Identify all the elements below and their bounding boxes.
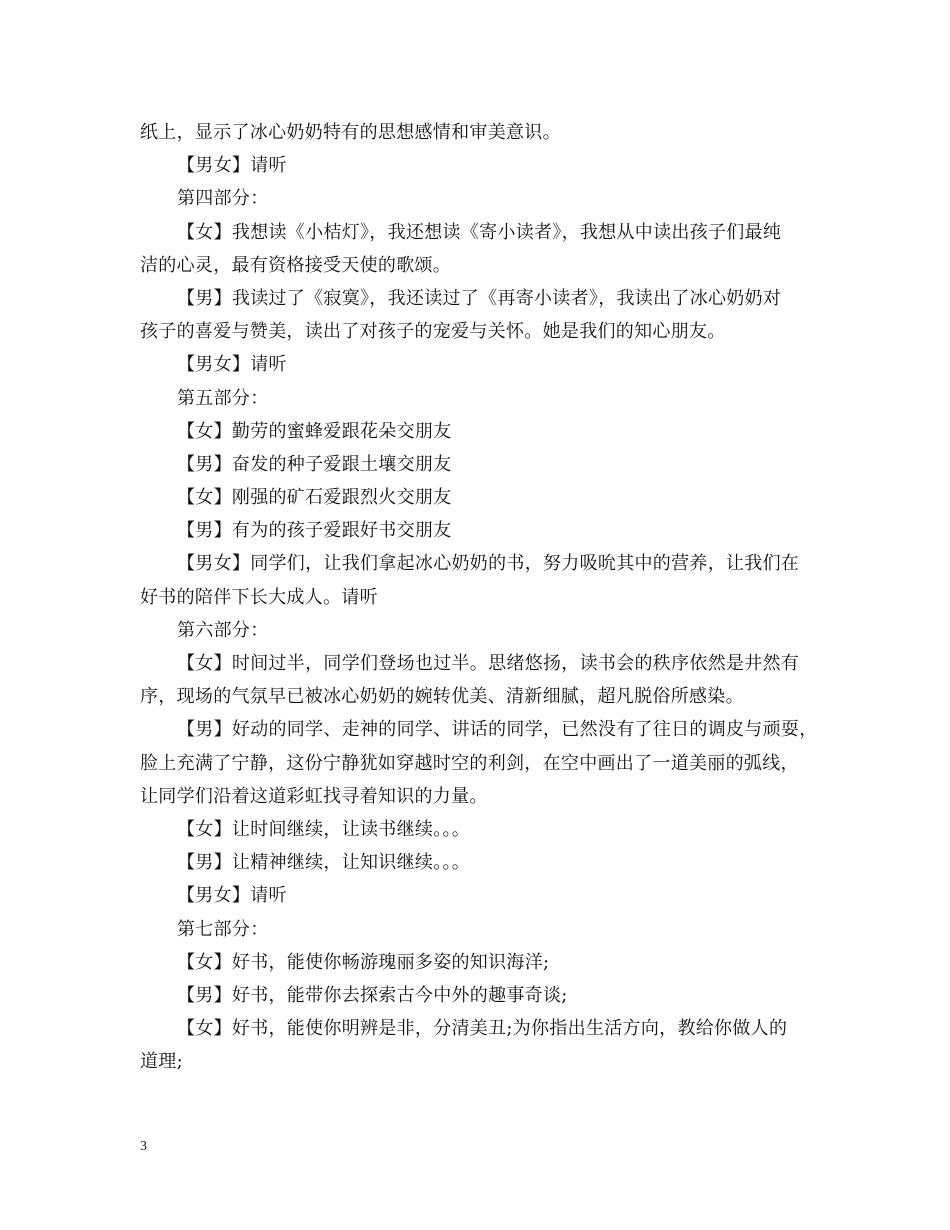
text-line: 【男】好动的同学、走神的同学、讲话的同学，已然没有了往日的调皮与顽耍， (177, 719, 818, 741)
text-line: 【女】好书，能使你明辨是非，分清美丑;为你指出生活方向，教给你做人的 (177, 1018, 788, 1040)
text-line: 洁的心灵，最有资格接受天使的歌颂。 (140, 254, 452, 276)
text-line: 【男】好书，能带你去探索古今中外的趣事奇谈; (177, 984, 568, 1006)
text-line: 序，现场的气氛早已被冰心奶奶的婉转优美、清新细腻，超凡脱俗所感染。 (140, 686, 744, 708)
text-line: 【女】我想读《小桔灯》，我还想读《寄小读者》，我想从中读出孩子们最纯 (177, 221, 782, 243)
text-line: 让同学们沿着这道彩虹找寻着知识的力量。 (140, 785, 488, 807)
text-line: 脸上充满了宁静，这份宁静犹如穿越时空的利剑，在空中画出了一道美丽的弧线， (140, 752, 799, 774)
text-line: 【男女】同学们，让我们拿起冰心奶奶的书，努力吸吮其中的营养，让我们在 (177, 553, 800, 575)
text-line: 【女】勤劳的蜜蜂爱跟花朵交朋友 (177, 420, 452, 442)
text-line: 好书的陪伴下长大成人。请听 (140, 586, 378, 608)
text-line: 【女】让时间继续，让读书继续。。。 (177, 818, 471, 840)
text-line: 【男】让精神继续，让知识继续。。。 (177, 852, 471, 874)
text-line: 孩子的喜爱与赞美，读出了对孩子的宠爱与关怀。她是我们的知心朋友。 (140, 321, 726, 343)
text-line: 【女】时间过半，同学们登场也过半。思绪悠扬，读书会的秩序依然是井然有 (177, 653, 800, 674)
text-line: 第六部分： (177, 619, 269, 641)
text-line: 【女】刚强的矿石爱跟烈火交朋友 (177, 487, 452, 509)
text-line: 第七部分： (177, 918, 269, 940)
text-line: 【男】奋发的种子爱跟土壤交朋友 (177, 453, 452, 475)
document-body (140, 116, 820, 1078)
text-line: 【男】我读过了《寂寞》，我还读过了《再寄小读者》，我读出了冰心奶奶对 (177, 287, 782, 309)
text-line: 纸上，显示了冰心奶奶特有的思想感情和审美意识。 (140, 122, 561, 143)
text-line: 第五部分： (177, 387, 269, 409)
text-line: 【男女】请听 (177, 885, 287, 907)
text-line: 【男】有为的孩子爱跟好书交朋友 (177, 520, 452, 542)
text-line: 道理; (140, 1051, 183, 1073)
page-number: 3 (140, 1139, 147, 1154)
text-line: 【女】好书，能使你畅游瑰丽多姿的知识海洋; (177, 951, 550, 973)
text-line: 【男女】请听 (177, 354, 287, 376)
text-line: 【男女】请听 (177, 155, 287, 177)
text-line: 第四部分： (177, 188, 269, 210)
